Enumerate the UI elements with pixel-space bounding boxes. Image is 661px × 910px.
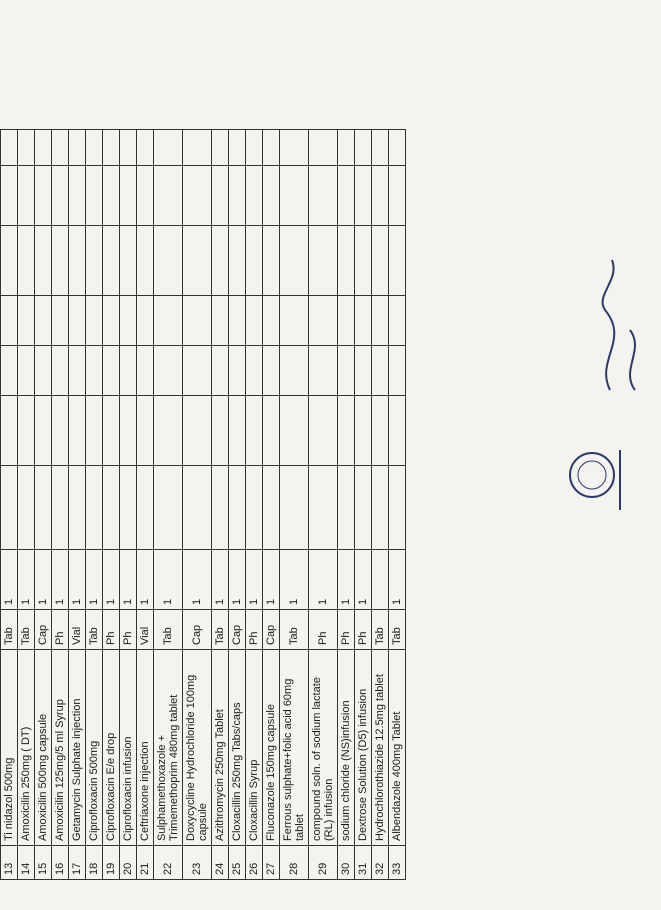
blank-cell <box>212 346 229 396</box>
blank-cell <box>338 226 355 296</box>
medicine-name: compound soln. of sodium lactate (RL) infusion <box>309 650 338 846</box>
blank-cell <box>120 466 137 550</box>
table-row <box>86 130 103 880</box>
blank-cell <box>309 296 338 346</box>
blank-cell <box>280 130 309 166</box>
blank-cell <box>355 166 372 226</box>
blank-cell <box>372 296 389 346</box>
blank-cell <box>229 166 246 226</box>
medicine-name: Ciprofloxacin E/e drop <box>103 650 120 846</box>
quantity: 1 <box>137 550 154 610</box>
unit: Cap <box>183 610 212 650</box>
blank-cell <box>183 296 212 346</box>
unit: Ph <box>52 610 69 650</box>
unit: Tab <box>372 610 389 650</box>
blank-cell <box>18 346 35 396</box>
row-number: 24 <box>212 846 229 880</box>
blank-cell <box>35 346 52 396</box>
blank-cell <box>154 346 183 396</box>
unit: Tab <box>280 610 309 650</box>
blank-cell <box>103 296 120 346</box>
medicine-name: Hydrochlorothiazide 12.5mg tablet <box>372 650 389 846</box>
blank-cell <box>246 296 263 346</box>
quantity: 1 <box>86 550 103 610</box>
table-row <box>355 130 372 880</box>
quantity: 1 <box>263 550 280 610</box>
blank-cell <box>69 130 86 166</box>
blank-cell <box>1 166 18 226</box>
blank-cell <box>372 396 389 466</box>
blank-cell <box>154 130 183 166</box>
blank-cell <box>154 166 183 226</box>
table-row <box>389 130 406 880</box>
blank-cell <box>183 396 212 466</box>
blank-cell <box>246 466 263 550</box>
table-row <box>35 130 52 880</box>
unit: Tab <box>389 610 406 650</box>
unit: Ph <box>120 610 137 650</box>
quantity: 1 <box>1 550 18 610</box>
blank-cell <box>154 226 183 296</box>
table-row <box>120 130 137 880</box>
quantity <box>372 550 389 610</box>
table-row <box>69 130 86 880</box>
unit: Tab <box>1 610 18 650</box>
unit: Tab <box>212 610 229 650</box>
blank-cell <box>309 226 338 296</box>
blank-cell <box>229 296 246 346</box>
blank-cell <box>229 226 246 296</box>
blank-cell <box>338 296 355 346</box>
blank-cell <box>137 296 154 346</box>
blank-cell <box>183 346 212 396</box>
blank-cell <box>1 226 18 296</box>
quantity: 1 <box>229 550 246 610</box>
row-number: 29 <box>309 846 338 880</box>
row-number: 16 <box>52 846 69 880</box>
table-row <box>263 130 280 880</box>
blank-cell <box>103 166 120 226</box>
blank-cell <box>263 346 280 396</box>
blank-cell <box>263 296 280 346</box>
blank-cell <box>69 226 86 296</box>
blank-cell <box>52 130 69 166</box>
blank-cell <box>52 346 69 396</box>
blank-cell <box>86 466 103 550</box>
quantity: 1 <box>338 550 355 610</box>
blank-cell <box>355 130 372 166</box>
blank-cell <box>246 396 263 466</box>
blank-cell <box>355 396 372 466</box>
row-number: 17 <box>69 846 86 880</box>
quantity: 1 <box>69 550 86 610</box>
row-number: 31 <box>355 846 372 880</box>
blank-cell <box>338 466 355 550</box>
medicine-name: Azithromycin 250mg Tablet <box>212 650 229 846</box>
blank-cell <box>18 296 35 346</box>
medicine-name: Ciprofloxacin 500mg <box>86 650 103 846</box>
unit: Ph <box>103 610 120 650</box>
blank-cell <box>183 166 212 226</box>
blank-cell <box>86 346 103 396</box>
blank-cell <box>212 166 229 226</box>
blank-cell <box>389 226 406 296</box>
unit: Tab <box>86 610 103 650</box>
blank-cell <box>212 296 229 346</box>
table-row <box>246 130 263 880</box>
medicine-name: Cloxacillin 250mg Tabs/caps <box>229 650 246 846</box>
blank-cell <box>309 166 338 226</box>
blank-cell <box>372 130 389 166</box>
blank-cell <box>183 130 212 166</box>
row-number: 26 <box>246 846 263 880</box>
row-number: 27 <box>263 846 280 880</box>
unit: Cap <box>263 610 280 650</box>
blank-cell <box>389 466 406 550</box>
quantity: 1 <box>35 550 52 610</box>
medicine-name: Ti nidazol 500mg <box>1 650 18 846</box>
blank-cell <box>69 296 86 346</box>
medicine-name: Ferrous sulphate+folic acid 60mg tablet <box>280 650 309 846</box>
blank-cell <box>103 466 120 550</box>
blank-cell <box>52 226 69 296</box>
blank-cell <box>35 296 52 346</box>
unit: Vial <box>69 610 86 650</box>
blank-cell <box>246 166 263 226</box>
blank-cell <box>69 396 86 466</box>
blank-cell <box>86 226 103 296</box>
blank-cell <box>137 396 154 466</box>
blank-cell <box>280 296 309 346</box>
blank-cell <box>1 296 18 346</box>
blank-cell <box>280 166 309 226</box>
blank-cell <box>137 130 154 166</box>
blank-cell <box>355 226 372 296</box>
blank-cell <box>52 396 69 466</box>
unit: Cap <box>35 610 52 650</box>
blank-cell <box>372 166 389 226</box>
medicine-name: Albendazole 400mg Tablet <box>389 650 406 846</box>
blank-cell <box>212 130 229 166</box>
blank-cell <box>120 296 137 346</box>
medicine-name: Doxycycline Hydrochloride 100mg capsule <box>183 650 212 846</box>
blank-cell <box>183 226 212 296</box>
blank-cell <box>389 346 406 396</box>
quantity: 1 <box>212 550 229 610</box>
blank-cell <box>18 130 35 166</box>
row-number: 22 <box>154 846 183 880</box>
blank-cell <box>103 346 120 396</box>
blank-cell <box>246 346 263 396</box>
blank-cell <box>246 226 263 296</box>
unit: Tab <box>18 610 35 650</box>
quantity: 1 <box>120 550 137 610</box>
table-row <box>309 130 338 880</box>
row-number: 15 <box>35 846 52 880</box>
blank-cell <box>120 130 137 166</box>
blank-cell <box>69 166 86 226</box>
blank-cell <box>229 130 246 166</box>
blank-cell <box>212 466 229 550</box>
blank-cell <box>120 226 137 296</box>
quantity: 1 <box>389 550 406 610</box>
blank-cell <box>338 130 355 166</box>
medicine-name: Amoxicilin 500mg capsule <box>35 650 52 846</box>
row-number: 32 <box>372 846 389 880</box>
blank-cell <box>229 346 246 396</box>
row-number: 23 <box>183 846 212 880</box>
medicine-name: Cloxacillin Syrup <box>246 650 263 846</box>
blank-cell <box>69 466 86 550</box>
quantity: 1 <box>183 550 212 610</box>
quantity: 1 <box>103 550 120 610</box>
blank-cell <box>263 166 280 226</box>
unit: Ph <box>309 610 338 650</box>
blank-cell <box>309 466 338 550</box>
unit: Vial <box>137 610 154 650</box>
row-number: 19 <box>103 846 120 880</box>
row-number: 18 <box>86 846 103 880</box>
blank-cell <box>137 346 154 396</box>
table-row <box>137 130 154 880</box>
blank-cell <box>1 396 18 466</box>
blank-cell <box>280 396 309 466</box>
blank-cell <box>309 346 338 396</box>
blank-cell <box>52 466 69 550</box>
blank-cell <box>309 130 338 166</box>
blank-cell <box>309 396 338 466</box>
blank-cell <box>137 466 154 550</box>
medicine-name: Dextrose Solution (D5) infusion <box>355 650 372 846</box>
blank-cell <box>52 166 69 226</box>
medicine-name: Ceftriaxone injection <box>137 650 154 846</box>
blank-cell <box>338 396 355 466</box>
unit: Ph <box>355 610 372 650</box>
table-row <box>372 130 389 880</box>
blank-cell <box>103 396 120 466</box>
blank-cell <box>35 226 52 296</box>
blank-cell <box>103 226 120 296</box>
blank-cell <box>18 226 35 296</box>
blank-cell <box>229 396 246 466</box>
row-number: 21 <box>137 846 154 880</box>
blank-cell <box>137 166 154 226</box>
blank-cell <box>52 296 69 346</box>
row-number: 25 <box>229 846 246 880</box>
blank-cell <box>263 466 280 550</box>
table-row <box>338 130 355 880</box>
row-number: 28 <box>280 846 309 880</box>
official-stamp <box>562 440 632 520</box>
table-row <box>280 130 309 880</box>
blank-cell <box>263 130 280 166</box>
blank-cell <box>372 346 389 396</box>
blank-cell <box>389 396 406 466</box>
blank-cell <box>280 226 309 296</box>
table-row <box>154 130 183 880</box>
blank-cell <box>120 166 137 226</box>
row-number: 14 <box>18 846 35 880</box>
medicine-name: Amoxicilin 125mg/5 ml Syrup <box>52 650 69 846</box>
blank-cell <box>35 466 52 550</box>
quantity: 1 <box>280 550 309 610</box>
row-number: 13 <box>1 846 18 880</box>
table-row <box>229 130 246 880</box>
blank-cell <box>18 166 35 226</box>
blank-cell <box>18 396 35 466</box>
blank-cell <box>212 396 229 466</box>
blank-cell <box>355 296 372 346</box>
blank-cell <box>280 346 309 396</box>
handwritten-signature <box>590 250 660 400</box>
blank-cell <box>35 130 52 166</box>
blank-cell <box>355 346 372 396</box>
blank-cell <box>389 166 406 226</box>
blank-cell <box>1 130 18 166</box>
table-row <box>18 130 35 880</box>
blank-cell <box>212 226 229 296</box>
blank-cell <box>18 466 35 550</box>
unit: Ph <box>338 610 355 650</box>
blank-cell <box>229 466 246 550</box>
blank-cell <box>86 130 103 166</box>
blank-cell <box>120 346 137 396</box>
blank-cell <box>35 166 52 226</box>
rotated-content <box>0 130 540 880</box>
medicine-name: Ciprofloxacin infusion <box>120 650 137 846</box>
medicine-name: Amoxicilin 250mg ( DT) <box>18 650 35 846</box>
blank-cell <box>389 296 406 346</box>
row-number: 30 <box>338 846 355 880</box>
blank-cell <box>355 466 372 550</box>
table-body <box>1 130 406 880</box>
blank-cell <box>338 166 355 226</box>
blank-cell <box>263 226 280 296</box>
blank-cell <box>263 396 280 466</box>
quantity: 1 <box>154 550 183 610</box>
table-row <box>1 130 18 880</box>
medicine-name: Sulphamethoxazole + Trimemethoprim 480mg tablet <box>154 650 183 846</box>
blank-cell <box>1 346 18 396</box>
unit: Cap <box>229 610 246 650</box>
medicine-table <box>0 129 406 880</box>
unit: Tab <box>154 610 183 650</box>
quantity: 1 <box>355 550 372 610</box>
blank-cell <box>154 396 183 466</box>
table-row <box>183 130 212 880</box>
blank-cell <box>183 466 212 550</box>
row-number: 20 <box>120 846 137 880</box>
blank-cell <box>69 346 86 396</box>
blank-cell <box>280 466 309 550</box>
blank-cell <box>35 396 52 466</box>
blank-cell <box>154 296 183 346</box>
quantity: 1 <box>246 550 263 610</box>
medicine-name: Getamycin Sulphate injection <box>69 650 86 846</box>
blank-cell <box>389 130 406 166</box>
blank-cell <box>86 396 103 466</box>
quantity: 1 <box>309 550 338 610</box>
row-number: 33 <box>389 846 406 880</box>
blank-cell <box>137 226 154 296</box>
quantity: 1 <box>52 550 69 610</box>
table-row <box>212 130 229 880</box>
quantity: 1 <box>18 550 35 610</box>
blank-cell <box>86 296 103 346</box>
blank-cell <box>372 466 389 550</box>
blank-cell <box>103 130 120 166</box>
table-row <box>52 130 69 880</box>
blank-cell <box>154 466 183 550</box>
blank-cell <box>338 346 355 396</box>
medicine-name: sodium chloride (NS)infusion <box>338 650 355 846</box>
blank-cell <box>246 130 263 166</box>
blank-cell <box>120 396 137 466</box>
blank-cell <box>1 466 18 550</box>
unit: Ph <box>246 610 263 650</box>
medicine-name: Fluconazole 150mg capsule <box>263 650 280 846</box>
blank-cell <box>372 226 389 296</box>
blank-cell <box>86 166 103 226</box>
table-row <box>103 130 120 880</box>
